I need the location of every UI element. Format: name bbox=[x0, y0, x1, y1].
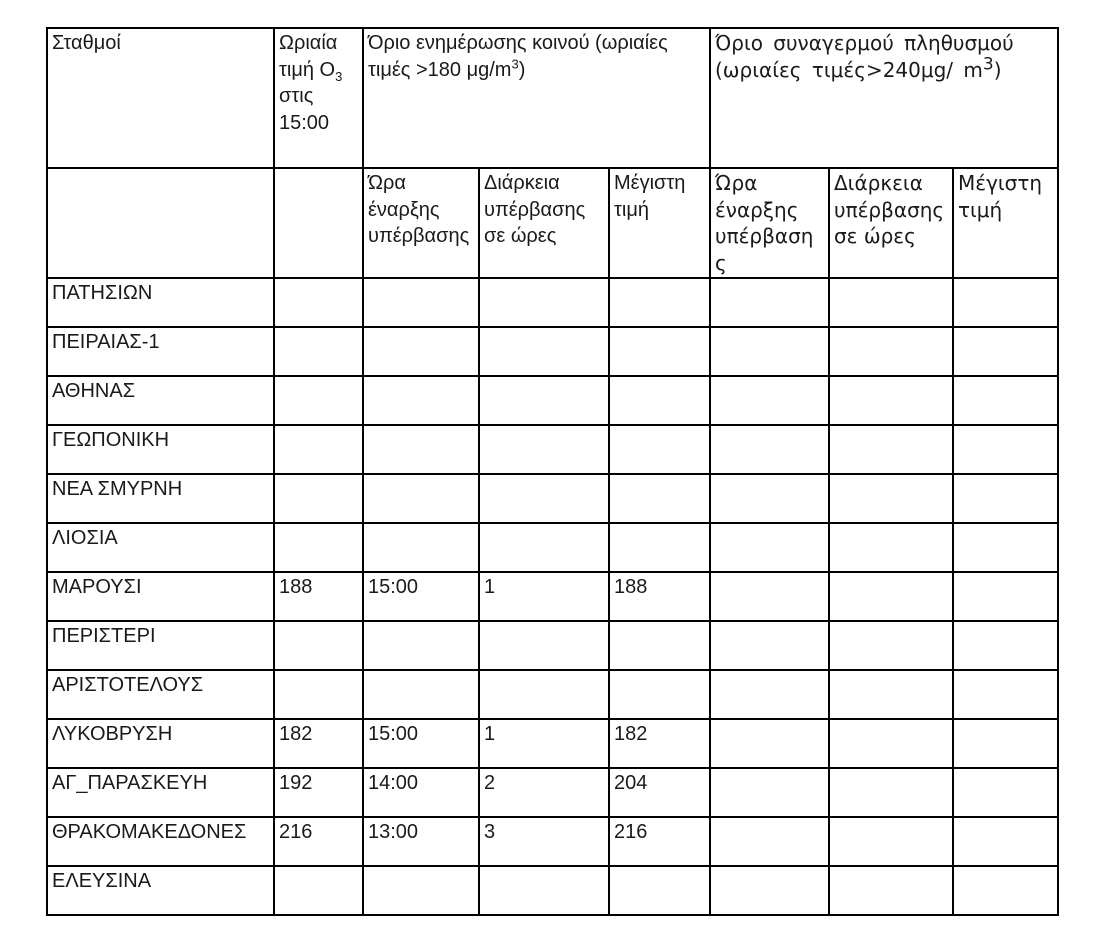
alarm-duration-cell bbox=[829, 817, 953, 866]
station-name-cell: ΠΕΙΡΑΙΑΣ-1 bbox=[47, 327, 274, 376]
alarm-start-time-cell bbox=[710, 670, 829, 719]
alarm-duration-cell bbox=[829, 376, 953, 425]
info-max-value-cell: 204 bbox=[609, 768, 710, 817]
alarm-max-value-cell bbox=[953, 327, 1058, 376]
table-row bbox=[47, 817, 1058, 866]
table-row bbox=[47, 278, 1058, 327]
header-alarm-limit-text-after: ) bbox=[993, 57, 1002, 82]
header-alarm-max-value: Μέγιστη τιμή bbox=[953, 168, 1058, 278]
station-name-cell: ΠΕΡΙΣΤΕΡΙ bbox=[47, 621, 274, 670]
station-name-cell: ΘΡΑΚΟΜΑΚΕΔΟΝΕΣ bbox=[47, 817, 274, 866]
table-row bbox=[47, 866, 1058, 915]
alarm-duration-cell bbox=[829, 719, 953, 768]
station-name-cell: ΑΓ_ΠΑΡΑΣΚΕΥΗ bbox=[47, 768, 274, 817]
alarm-start-time-cell bbox=[710, 817, 829, 866]
table-row bbox=[47, 376, 1058, 425]
info-duration-cell bbox=[479, 327, 609, 376]
info-start-time-cell bbox=[363, 376, 479, 425]
info-max-value-cell bbox=[609, 425, 710, 474]
info-duration-cell bbox=[479, 376, 609, 425]
header-info-limit-text: Όριο ενημέρωσης κοινού (ωριαίες τιμές >180 μg/m bbox=[368, 32, 668, 81]
info-start-time-cell: 14:00 bbox=[363, 768, 479, 817]
table-row bbox=[47, 474, 1058, 523]
info-duration-cell: 1 bbox=[479, 572, 609, 621]
alarm-duration-cell bbox=[829, 621, 953, 670]
page bbox=[46, 27, 1059, 916]
info-start-time-cell: 15:00 bbox=[363, 572, 479, 621]
info-duration-cell bbox=[479, 278, 609, 327]
info-duration-cell: 3 bbox=[479, 817, 609, 866]
m3-superscript: 3 bbox=[511, 55, 519, 71]
header-hourly-text-after: στις 15:00 bbox=[279, 85, 330, 134]
header-row-1 bbox=[47, 28, 1058, 168]
alarm-start-time-cell bbox=[710, 376, 829, 425]
info-duration-cell bbox=[479, 474, 609, 523]
station-name-cell: ΓΕΩΠΟΝΙΚΗ bbox=[47, 425, 274, 474]
alarm-max-value-cell bbox=[953, 278, 1058, 327]
alarm-start-time-cell bbox=[710, 719, 829, 768]
table-body bbox=[47, 28, 1058, 915]
info-duration-cell bbox=[479, 523, 609, 572]
m3-superscript: 3 bbox=[982, 53, 994, 74]
info-start-time-cell: 13:00 bbox=[363, 817, 479, 866]
info-duration-cell: 1 bbox=[479, 719, 609, 768]
hourly-o3-value-cell bbox=[274, 376, 363, 425]
hourly-o3-value-cell: 216 bbox=[274, 817, 363, 866]
info-start-time-cell bbox=[363, 278, 479, 327]
station-name-cell: ΜΑΡΟΥΣΙ bbox=[47, 572, 274, 621]
header-info-max-value: Μέγιστη τιμή bbox=[609, 168, 710, 278]
hourly-o3-value-cell bbox=[274, 670, 363, 719]
alarm-max-value-cell bbox=[953, 523, 1058, 572]
alarm-duration-cell bbox=[829, 670, 953, 719]
table-row bbox=[47, 719, 1058, 768]
info-max-value-cell bbox=[609, 621, 710, 670]
alarm-max-value-cell bbox=[953, 719, 1058, 768]
hourly-o3-value-cell bbox=[274, 866, 363, 915]
alarm-start-time-cell bbox=[710, 572, 829, 621]
header-info-duration: Διάρκεια υπέρβασης σε ώρες bbox=[479, 168, 609, 278]
hourly-o3-value-cell bbox=[274, 278, 363, 327]
header-hourly-o3-value bbox=[274, 28, 363, 168]
alarm-duration-cell bbox=[829, 523, 953, 572]
info-start-time-cell: 15:00 bbox=[363, 719, 479, 768]
alarm-max-value-cell bbox=[953, 670, 1058, 719]
alarm-max-value-cell bbox=[953, 817, 1058, 866]
table-row bbox=[47, 621, 1058, 670]
alarm-duration-cell bbox=[829, 866, 953, 915]
header-info-limit-text-after: ) bbox=[518, 58, 526, 81]
o3-subscript: 3 bbox=[335, 68, 343, 84]
table-row bbox=[47, 670, 1058, 719]
info-start-time-cell bbox=[363, 327, 479, 376]
info-max-value-cell bbox=[609, 523, 710, 572]
info-max-value-cell bbox=[609, 866, 710, 915]
alarm-duration-cell bbox=[829, 572, 953, 621]
header-hourly-text: Ωριαία τιμή O bbox=[279, 32, 338, 81]
table-row bbox=[47, 523, 1058, 572]
station-name-cell: ΠΑΤΗΣΙΩΝ bbox=[47, 278, 274, 327]
header-info-start-time: Ώρα έναρξης υπέρβασης bbox=[363, 168, 479, 278]
info-duration-cell bbox=[479, 425, 609, 474]
info-max-value-cell bbox=[609, 327, 710, 376]
info-max-value-cell: 182 bbox=[609, 719, 710, 768]
station-name-cell: ΕΛΕΥΣΙΝΑ bbox=[47, 866, 274, 915]
alarm-start-time-cell bbox=[710, 425, 829, 474]
header-alarm-limit bbox=[710, 28, 1058, 168]
alarm-max-value-cell bbox=[953, 768, 1058, 817]
hourly-o3-value-cell bbox=[274, 523, 363, 572]
hourly-o3-value-cell bbox=[274, 425, 363, 474]
info-duration-cell bbox=[479, 670, 609, 719]
alarm-duration-cell bbox=[829, 474, 953, 523]
info-duration-cell bbox=[479, 866, 609, 915]
hourly-o3-value-cell: 192 bbox=[274, 768, 363, 817]
table-row bbox=[47, 768, 1058, 817]
station-name-cell: ΛΥΚΟΒΡΥΣΗ bbox=[47, 719, 274, 768]
header-empty-hourly-cell bbox=[274, 168, 363, 278]
info-max-value-cell bbox=[609, 278, 710, 327]
table-row bbox=[47, 327, 1058, 376]
header-alarm-limit-text: Όριο συναγερμού πληθυσμού (ωριαίες τιμές>240μg/ m bbox=[715, 31, 1014, 82]
info-start-time-cell bbox=[363, 670, 479, 719]
alarm-duration-cell bbox=[829, 768, 953, 817]
header-alarm-start-time: Ώρα έναρξης υπέρβασης bbox=[710, 168, 829, 278]
info-max-value-cell bbox=[609, 474, 710, 523]
info-max-value-cell: 216 bbox=[609, 817, 710, 866]
alarm-start-time-cell bbox=[710, 327, 829, 376]
alarm-start-time-cell bbox=[710, 768, 829, 817]
table-row bbox=[47, 572, 1058, 621]
header-row-2 bbox=[47, 168, 1058, 278]
info-max-value-cell bbox=[609, 670, 710, 719]
alarm-max-value-cell bbox=[953, 572, 1058, 621]
alarm-start-time-cell bbox=[710, 278, 829, 327]
station-name-cell: ΛΙΟΣΙΑ bbox=[47, 523, 274, 572]
hourly-o3-value-cell bbox=[274, 327, 363, 376]
hourly-o3-value-cell bbox=[274, 474, 363, 523]
alarm-max-value-cell bbox=[953, 425, 1058, 474]
info-duration-cell: 2 bbox=[479, 768, 609, 817]
ozone-exceedance-table bbox=[46, 27, 1059, 916]
info-start-time-cell bbox=[363, 523, 479, 572]
info-start-time-cell bbox=[363, 425, 479, 474]
station-name-cell: ΝΕΑ ΣΜΥΡΝΗ bbox=[47, 474, 274, 523]
alarm-duration-cell bbox=[829, 278, 953, 327]
hourly-o3-value-cell: 182 bbox=[274, 719, 363, 768]
alarm-start-time-cell bbox=[710, 621, 829, 670]
header-stations: Σταθμοί bbox=[47, 28, 274, 168]
alarm-duration-cell bbox=[829, 327, 953, 376]
info-start-time-cell bbox=[363, 866, 479, 915]
table-row bbox=[47, 425, 1058, 474]
header-empty-stations-cell bbox=[47, 168, 274, 278]
station-name-cell: ΑΘΗΝΑΣ bbox=[47, 376, 274, 425]
header-alarm-duration: Διάρκεια υπέρβασης σε ώρες bbox=[829, 168, 953, 278]
alarm-start-time-cell bbox=[710, 474, 829, 523]
header-info-limit bbox=[363, 28, 710, 168]
info-start-time-cell bbox=[363, 474, 479, 523]
info-start-time-cell bbox=[363, 621, 479, 670]
info-max-value-cell: 188 bbox=[609, 572, 710, 621]
alarm-max-value-cell bbox=[953, 866, 1058, 915]
alarm-start-time-cell bbox=[710, 866, 829, 915]
info-duration-cell bbox=[479, 621, 609, 670]
alarm-max-value-cell bbox=[953, 621, 1058, 670]
alarm-max-value-cell bbox=[953, 474, 1058, 523]
alarm-start-time-cell bbox=[710, 523, 829, 572]
info-max-value-cell bbox=[609, 376, 710, 425]
station-name-cell: ΑΡΙΣΤΟΤΕΛΟΥΣ bbox=[47, 670, 274, 719]
alarm-duration-cell bbox=[829, 425, 953, 474]
hourly-o3-value-cell bbox=[274, 621, 363, 670]
hourly-o3-value-cell: 188 bbox=[274, 572, 363, 621]
alarm-max-value-cell bbox=[953, 376, 1058, 425]
